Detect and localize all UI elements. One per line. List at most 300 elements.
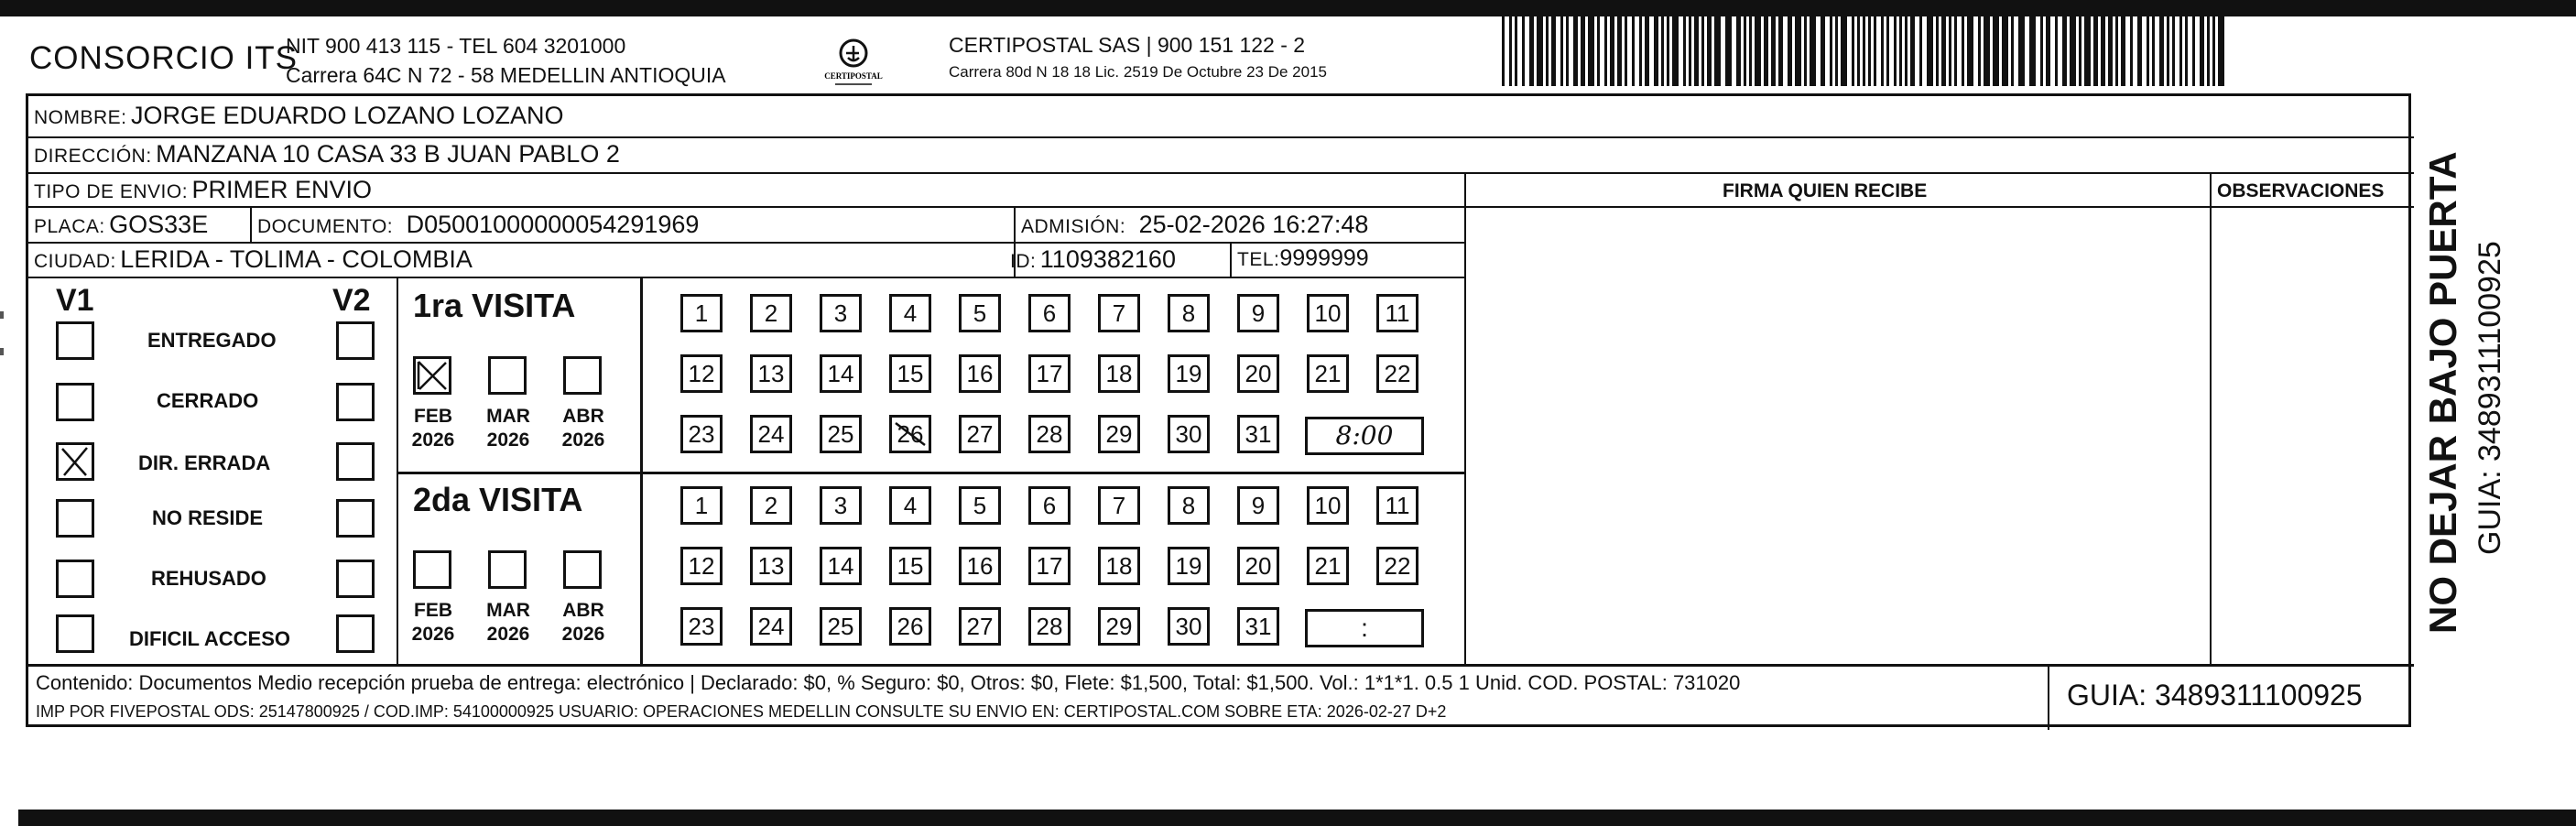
barcode-bar [1617,16,1622,86]
barcode-bar [2172,16,2175,86]
day-number: 16 [966,360,994,387]
v1-entregado-checkbox[interactable] [56,321,94,360]
visita2-day-9[interactable] [1237,486,1279,525]
day-number: 11 [1385,299,1410,327]
status-cerrado: CERRADO [157,389,259,412]
barcode-bar [1551,16,1556,86]
barcode-bar [1857,16,1860,86]
visita1-day-12[interactable] [680,354,723,393]
barcode-bar [2200,16,2204,86]
barcode-bar [1868,16,1871,86]
id-value: 1109382160 [1039,245,1176,273]
visita1-day-27[interactable] [959,415,1001,453]
tipo-value: PRIMER ENVIO [191,176,373,203]
visita2-day-23[interactable] [680,607,723,646]
observaciones-header: OBSERVACIONES [2217,180,2385,201]
v1-dificil-acceso-checkbox[interactable] [56,614,94,653]
visita2-day-1[interactable] [680,486,723,525]
direccion-label: DIRECCIÓN: [34,146,152,167]
barcode-bar [1778,16,1783,86]
day-number: 16 [966,552,994,580]
day-number: 17 [1036,360,1063,387]
admision-row [1021,211,1368,239]
day-number: 14 [827,552,854,580]
day-number: 2 [764,299,778,327]
tipo-label: TIPO DE ENVIO: [34,181,189,202]
barcode-bar [2062,16,2067,86]
tel-value: 9999999 [1279,245,1369,271]
v2-rehusado-checkbox[interactable] [336,560,375,598]
visita1-day-15[interactable] [889,354,931,393]
documento-value: D05001000000054291969 [406,211,700,238]
visita2-day-27[interactable] [959,607,1001,646]
edge-tick [0,348,4,355]
col-rule [2048,664,2049,730]
visita2-day-13[interactable] [750,547,792,585]
barcode-bar [2147,16,2149,86]
v2-header: V2 [332,283,371,318]
barcode-bar [1654,16,1658,86]
ciudad-label: CIUDAD: [34,251,116,272]
visita1-day-17[interactable] [1028,354,1071,393]
barcode-bar [1502,16,1505,86]
day-number: 3 [833,492,848,519]
barcode-bar [2185,16,2188,86]
visita1-day-1[interactable] [680,294,723,332]
visita2-day-24[interactable] [750,607,792,646]
visita2-day-6[interactable] [1028,486,1071,525]
visita1-day-5[interactable] [959,294,1001,332]
visita1-month-mar: MAR 2026 [486,406,530,451]
company-address: Carrera 64C N 72 - 58 MEDELLIN ANTIOQUIA [286,63,726,87]
status-dificil-acceso: DIFICIL ACCESO [129,627,291,650]
visita2-title: 2da VISITA [413,481,583,518]
visita2-day-19[interactable] [1168,547,1210,585]
barcode-bar [1736,16,1741,86]
company-nit: NIT 900 413 115 - TEL 604 3201000 [286,34,626,58]
barcode [1502,16,2234,86]
day-number: 30 [1175,613,1202,640]
placa-row [34,211,208,239]
visita1-title: 1ra VISITA [413,287,576,324]
v2-cerrado-checkbox[interactable] [336,383,375,421]
logo-text: CERTIPOSTAL [824,71,883,81]
day-number: 15 [897,360,924,387]
day-number: 19 [1175,360,1202,387]
day-number: 24 [757,613,785,640]
col-rule [1464,172,1466,664]
visita1-day-24[interactable] [750,415,792,453]
edge-tick [0,311,4,319]
day-number: 15 [897,552,924,580]
barcode-bar [2002,16,2008,86]
barcode-bar [1795,16,1801,86]
nombre-row [34,102,564,130]
barcode-bar [2046,16,2050,86]
firma-header: FIRMA QUIEN RECIBE [1723,180,1928,201]
barcode-bar [1529,16,1534,86]
visita1-month-feb: FEB 2026 [411,406,455,451]
day-number: 4 [903,492,918,519]
day-number: 4 [903,299,918,327]
day-number: 21 [1314,552,1342,580]
day-number: 9 [1251,299,1266,327]
visita1-day-31[interactable] [1237,415,1279,453]
footer-guia: GUIA: 3489311100925 [2067,679,2363,712]
day-number: 28 [1036,420,1063,448]
visita2-month-abr: ABR 2026 [561,600,605,645]
barcode-bar [2218,16,2224,86]
col-rule [1230,242,1232,277]
visita1-day-23[interactable] [680,415,723,453]
barcode-bar [2079,16,2081,86]
visita2-day-20[interactable] [1237,547,1279,585]
day-number: 2 [764,492,778,519]
barcode-bar [1689,16,1691,86]
barcode-bar [1683,16,1686,86]
barcode-bar [1744,16,1746,86]
tel-label: TEL: [1237,249,1280,270]
v1-no-reside-checkbox[interactable] [56,499,94,538]
visita2-month-feb: FEB 2026 [411,600,455,645]
day-number: 18 [1105,360,1133,387]
barcode-bar [1841,16,1847,86]
barcode-bar [2159,16,2164,86]
company-name: CONSORCIO ITS [29,40,299,76]
barcode-bar [2070,16,2076,86]
id-label: ID: [1010,251,1037,272]
day-number: 23 [688,613,715,640]
barcode-bar [1830,16,1832,86]
visita2-day-26[interactable] [889,607,931,646]
certipostal-logo [824,33,883,92]
v1-cerrado-checkbox[interactable] [56,383,94,421]
visit-divider [397,472,1464,474]
day-number: 1 [694,492,709,519]
v1-header: V1 [56,283,94,318]
day-number: 31 [1245,420,1272,448]
visita2-day-25[interactable] [820,607,862,646]
v2-no-reside-checkbox[interactable] [336,499,375,538]
day-number: 13 [757,360,785,387]
visita2-day-22[interactable] [1376,547,1418,585]
visita1-day-10[interactable] [1307,294,1349,332]
visita2-day-10[interactable] [1307,486,1349,525]
visita2-day-8[interactable] [1168,486,1210,525]
barcode-bar [1788,16,1792,86]
barcode-bar [1755,16,1761,86]
barcode-bar [2055,16,2058,86]
status-dir-errada: DIR. ERRADA [138,451,271,474]
top-edge-band [0,0,2576,16]
day-number: 18 [1105,552,1133,580]
col-rule [397,277,398,664]
nombre-value: JORGE EDUARDO LOZANO LOZANO [130,102,564,129]
visita2-day-15[interactable] [889,547,931,585]
barcode-bar [1573,16,1578,86]
barcode-bar [2084,16,2091,86]
v2-entregado-checkbox[interactable] [336,321,375,360]
barcode-bar [1894,16,1897,86]
day-number: 5 [973,492,987,519]
barcode-bar [1978,16,1981,86]
barcode-bar [1749,16,1752,86]
visita1-day-25[interactable] [820,415,862,453]
barcode-bar [2101,16,2105,86]
handwritten-slash-mark [892,418,929,451]
visita1-day-30[interactable] [1168,415,1210,453]
day-number: 20 [1245,360,1272,387]
barcode-bar [1927,16,1933,86]
visita1-day-26[interactable] [889,415,931,453]
barcode-bar [1694,16,1699,86]
footer-rule [28,664,2414,667]
visita2-month-mar-checkbox[interactable] [488,550,527,589]
day-number: 30 [1175,420,1202,448]
day-number: 19 [1175,552,1202,580]
col-rule [640,277,643,664]
admision-label: ADMISIÓN: [1021,216,1126,237]
barcode-bar [1835,16,1838,86]
visita2-day-18[interactable] [1098,547,1140,585]
row-rule [28,136,2414,138]
barcode-bar [1886,16,1889,86]
delivery-form [26,93,2411,727]
barcode-bar [1810,16,1816,86]
barcode-bar [1701,16,1704,86]
barcode-bar [2121,16,2125,86]
visita1-month-abr: ABR 2026 [561,406,605,451]
direccion-value: MANZANA 10 CASA 33 B JUAN PABLO 2 [156,140,620,168]
barcode-bar [1764,16,1768,86]
barcode-bar [1560,16,1563,86]
visita1-day-19[interactable] [1168,354,1210,393]
tel-row [1237,245,1369,272]
visita2-day-11[interactable] [1376,486,1418,525]
visita2-day-29[interactable] [1098,607,1140,646]
barcode-bar [1672,16,1679,86]
day-number: 24 [757,420,785,448]
barcode-bar [2212,16,2215,86]
ciudad-row [34,245,473,274]
barcode-bar [2011,16,2014,86]
row-rule [28,172,2414,174]
day-number: 10 [1314,299,1342,327]
visita1-day-2[interactable] [750,294,792,332]
visita1-month-abr-checkbox[interactable] [563,356,602,395]
footer-contenido: Contenido: Documentos Medio recepción prueba de entrega: electrónico | Declarado: $0, % Seguro: $0, Otros: $0, Flete: $1,500, Total: $1,500. Vol.: 1*1*1. 0.5 1 Unid. COD. POSTAL: 731020 [36,671,1741,694]
barcode-bar [1949,16,1951,86]
day-number: 31 [1245,613,1272,640]
side-guia: GUIA: 3489311100925 [2473,241,2507,555]
barcode-bar [1707,16,1712,86]
v1-rehusado-checkbox[interactable] [56,560,94,598]
barcode-bar [1639,16,1642,86]
visita2-day-12[interactable] [680,547,723,585]
visita1-month-mar-checkbox[interactable] [488,356,527,395]
col-rule [2210,172,2212,664]
barcode-bar [1852,16,1854,86]
certipostal-license: Carrera 80d N 18 18 Lic. 2519 De Octubre 23 De 2015 [949,63,1327,81]
barcode-bar [1566,16,1569,86]
status-no-reside: NO RESIDE [152,506,264,529]
visita1-day-18[interactable] [1098,354,1140,393]
barcode-bar [1804,16,1807,86]
day-number: 9 [1251,492,1266,519]
barcode-bar [2137,16,2142,86]
barcode-bar [1941,16,1946,86]
id-row [1010,245,1176,274]
barcode-bar [1632,16,1635,86]
visita1-day-16[interactable] [959,354,1001,393]
visita1-day-4[interactable] [889,294,931,332]
visita1-day-21[interactable] [1307,354,1349,393]
day-number: 7 [1112,299,1126,327]
day-number: 28 [1036,613,1063,640]
barcode-bar [1821,16,1825,86]
v2-dificil-acceso-checkbox[interactable] [336,614,375,653]
visita2-day-28[interactable] [1028,607,1071,646]
barcode-bar [1515,16,1517,86]
day-number: 6 [1042,492,1057,519]
barcode-bar [1597,16,1600,86]
barcode-bar [2018,16,2025,86]
day-number: 20 [1245,552,1272,580]
barcode-bar [1588,16,1594,86]
v2-dir-errada-checkbox[interactable] [336,442,375,481]
barcode-bar [2207,16,2210,86]
day-number: 13 [757,552,785,580]
visita1-day-6[interactable] [1028,294,1071,332]
barcode-bar [1625,16,1627,86]
admision-value: 25-02-2026 16:27:48 [1138,211,1369,238]
barcode-bar [1899,16,1902,86]
visita1-day-7[interactable] [1098,294,1140,332]
day-number: 27 [966,420,994,448]
day-number: 8 [1181,492,1196,519]
day-number: 21 [1314,360,1342,387]
visita1-day-14[interactable] [820,354,862,393]
visita2-time: : [1361,614,1368,642]
visita1-day-8[interactable] [1168,294,1210,332]
visita1-day-22[interactable] [1376,354,1418,393]
placa-label: PLACA: [34,216,105,237]
day-number: 22 [1384,552,1411,580]
barcode-bar [1714,16,1721,86]
visita1-month-feb-checkbox[interactable] [413,356,451,395]
barcode-bar [1661,16,1664,86]
barcode-bar [1954,16,1957,86]
documento-row [257,211,699,239]
visita2-day-31[interactable] [1237,607,1279,646]
day-number: 27 [966,613,994,640]
day-number: 26 [897,420,924,448]
tipo-row [34,176,372,204]
visita2-day-30[interactable] [1168,607,1210,646]
day-number: 22 [1384,360,1411,387]
v1-dir-errada-checkbox[interactable] [56,442,94,481]
visita1-day-13[interactable] [750,354,792,393]
visita2-day-5[interactable] [959,486,1001,525]
visita1-day-11[interactable] [1376,294,1418,332]
barcode-bar [1645,16,1649,86]
day-number: 12 [688,360,715,387]
nombre-label: NOMBRE: [34,107,127,128]
visita2-day-7[interactable] [1098,486,1140,525]
barcode-bar [1610,16,1614,86]
barcode-bar [1771,16,1776,86]
day-number: 26 [897,613,924,640]
barcode-bar [2029,16,2036,86]
barcode-bar [1667,16,1669,86]
handwritten-x-mark [59,445,92,478]
barcode-bar [1967,16,1973,86]
visita1-day-3[interactable] [820,294,862,332]
visita1-day-20[interactable] [1237,354,1279,393]
visita2-day-14[interactable] [820,547,862,585]
barcode-bar [2108,16,2113,86]
barcode-bar [2152,16,2155,86]
barcode-bar [1546,16,1549,86]
barcode-bar [1874,16,1876,86]
barcode-bar [1984,16,1990,86]
visita1-day-9[interactable] [1237,294,1279,332]
visita2-day-4[interactable] [889,486,931,525]
visita2-day-17[interactable] [1028,547,1071,585]
visita1-day-29[interactable] [1098,415,1140,453]
ciudad-value: LERIDA - TOLIMA - COLOMBIA [120,245,473,273]
visita1-time-box[interactable] [1305,417,1424,455]
barcode-bar [2040,16,2043,86]
day-number: 12 [688,552,715,580]
documento-label: DOCUMENTO: [257,216,394,237]
barcode-bar [1936,16,1939,86]
barcode-bar [1725,16,1732,86]
barcode-bar [1604,16,1607,86]
row-rule [28,206,2414,208]
visita2-day-2[interactable] [750,486,792,525]
barcode-bar [2167,16,2169,86]
barcode-bar [1581,16,1585,86]
day-number: 8 [1181,299,1196,327]
day-number: 5 [973,299,987,327]
barcode-bar [2093,16,2098,86]
day-number: 17 [1036,552,1063,580]
visita2-time-box[interactable] [1305,609,1424,647]
barcode-bar [1881,16,1884,86]
visita2-day-21[interactable] [1307,547,1349,585]
status-entregado: ENTREGADO [147,329,277,352]
handwritten-x-mark [416,359,449,392]
visita2-day-16[interactable] [959,547,1001,585]
barcode-bar [1537,16,1543,86]
barcode-bar [1863,16,1865,86]
visita1-time: 8:00 [1335,420,1394,451]
row-rule [28,242,1464,244]
side-instruction: NO DEJAR BAJO PUERTA [2421,151,2464,634]
day-number: 10 [1314,492,1342,519]
visita1-day-28[interactable] [1028,415,1071,453]
direccion-row [34,140,620,168]
day-number: 7 [1112,492,1126,519]
footer-imp: IMP POR FIVEPOSTAL ODS: 25147800925 / COD.IMP: 54100000925 USUARIO: OPERACIONES MEDELLIN CONSULTE SU ENVIO EN: CERTIPOSTAL.COM SOBRE ETA: 2026-02-27 D+2 [36,702,1447,721]
day-number: 11 [1385,492,1410,519]
col-rule [250,206,252,244]
visita2-month-abr-checkbox[interactable] [563,550,602,589]
visita2-month-feb-checkbox[interactable] [413,550,451,589]
barcode-bar [1993,16,1999,86]
visita2-day-3[interactable] [820,486,862,525]
